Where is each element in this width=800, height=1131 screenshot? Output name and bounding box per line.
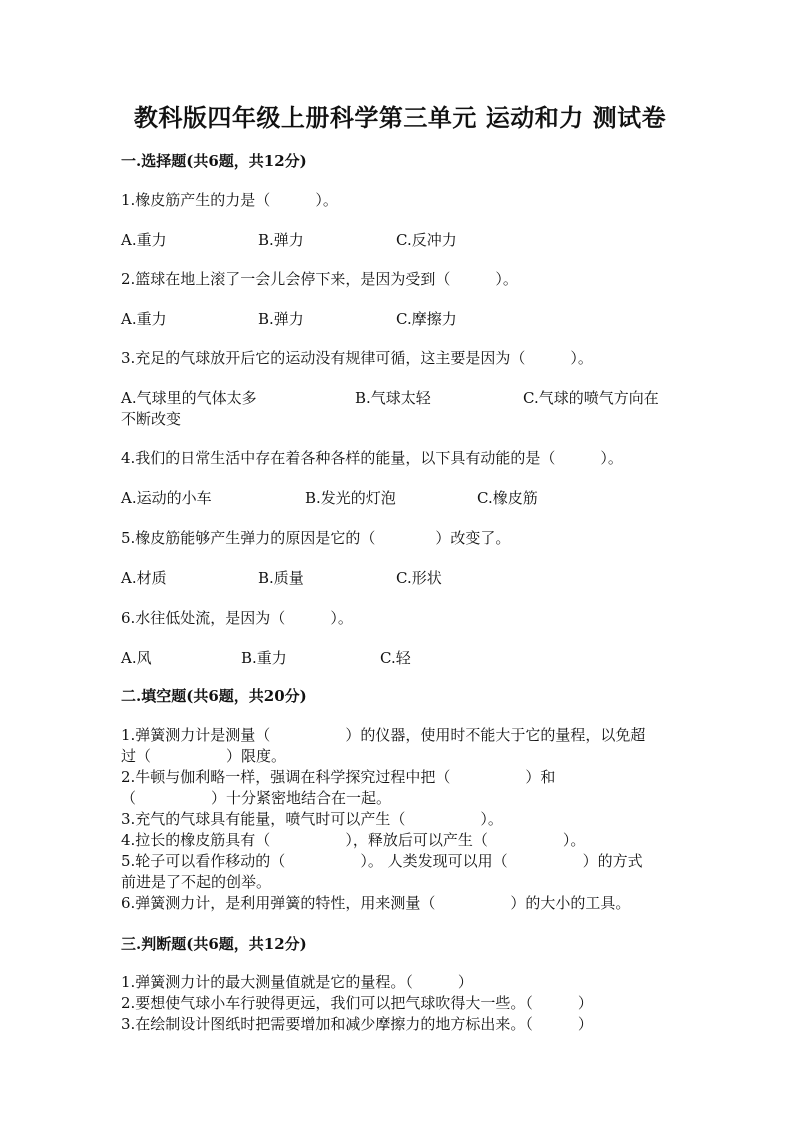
fill-blank-line: 3.充气的气球具有能量，喷气时可以产生（ ）。: [121, 810, 503, 828]
question-1-option-b: B.弹力: [258, 231, 304, 249]
question-4-option-b: B.发光的灯泡: [305, 489, 396, 507]
fill-blank-line: 2.牛顿与伽利略一样，强调在科学探究过程中把（ ）和: [121, 768, 556, 786]
question-1-option-a: A.重力: [121, 231, 167, 249]
question-3-option-c-continued: 不断改变: [121, 410, 182, 428]
fill-blank-line: 前进是了不起的创举。: [121, 873, 272, 891]
question-2-option-b: B.弹力: [258, 310, 304, 328]
question-5-stem: 5.橡皮筋能够产生弹力的原因是它的（ ）改变了。: [121, 529, 511, 547]
question-3-stem: 3.充足的气球放开后它的运动没有规律可循，这主要是因为（ ）。: [121, 349, 593, 367]
question-4-option-a: A.运动的小车: [121, 489, 212, 507]
true-false-line: 3.在绘制设计图纸时把需要增加和减少摩擦力的地方标出来。（ ）: [121, 1015, 593, 1033]
true-false-line: 1.弹簧测力计的最大测量值就是它的量程。（ ）: [121, 973, 473, 991]
question-6-option-c: C.轻: [380, 649, 411, 667]
question-3-option-b: B.气球太轻: [355, 389, 431, 407]
section-heading-choice: 一.选择题(共6题，共12分): [121, 152, 307, 170]
fill-blank-line: （ ）十分紧密地结合在一起。: [121, 789, 392, 807]
fill-blank-line: 1.弹簧测力计是测量（ ）的仪器，使用时不能大于它的量程，以免超: [121, 726, 646, 744]
fill-blank-line: 4.拉长的橡皮筋具有（ ），释放后可以产生（ ）。: [121, 831, 586, 849]
fill-blank-line: 5.轮子可以看作移动的（ ）。 人类发现可以用（ ）的方式: [121, 852, 643, 870]
question-6-option-b: B.重力: [241, 649, 287, 667]
true-false-list: [121, 972, 681, 1035]
fill-blank-line: 过（ ）限度。: [121, 747, 287, 765]
question-3-option-a: A.气球里的气体太多: [121, 389, 257, 407]
fill-blank-line: 6.弹簧测力计，是利用弹簧的特性，用来测量（ ）的大小的工具。: [121, 894, 631, 912]
page-title: 教科版四年级上册科学第三单元 运动和力 测试卷: [133, 103, 667, 132]
question-5-option-b: B.质量: [258, 569, 304, 587]
question-6-stem: 6.水往低处流，是因为（ ）。: [121, 609, 353, 627]
question-5-option-c: C.形状: [396, 569, 442, 587]
question-1-option-c: C.反冲力: [396, 231, 457, 249]
section-heading-true-false: 三.判断题(共6题，共12分): [121, 935, 307, 953]
question-1-stem: 1.橡皮筋产生的力是（ ）。: [121, 191, 338, 209]
question-3-option-c: C.气球的喷气方向在: [523, 389, 659, 407]
true-false-line: 2.要想使气球小车行驶得更远，我们可以把气球吹得大一些。（ ）: [121, 994, 593, 1012]
question-2-option-a: A.重力: [121, 310, 167, 328]
section-heading-fill-blank: 二.填空题(共6题，共20分): [121, 687, 307, 705]
question-6-option-a: A.风: [121, 649, 152, 667]
fill-blank-list: [121, 725, 681, 914]
question-5-option-a: A.材质: [121, 569, 167, 587]
question-4-option-c: C.橡皮筋: [477, 489, 538, 507]
question-2-option-c: C.摩擦力: [396, 310, 457, 328]
question-2-stem: 2.篮球在地上滚了一会儿会停下来，是因为受到（ ）。: [121, 270, 518, 288]
question-4-stem: 4.我们的日常生活中存在着各种各样的能量，以下具有动能的是（ ）。: [121, 449, 623, 467]
